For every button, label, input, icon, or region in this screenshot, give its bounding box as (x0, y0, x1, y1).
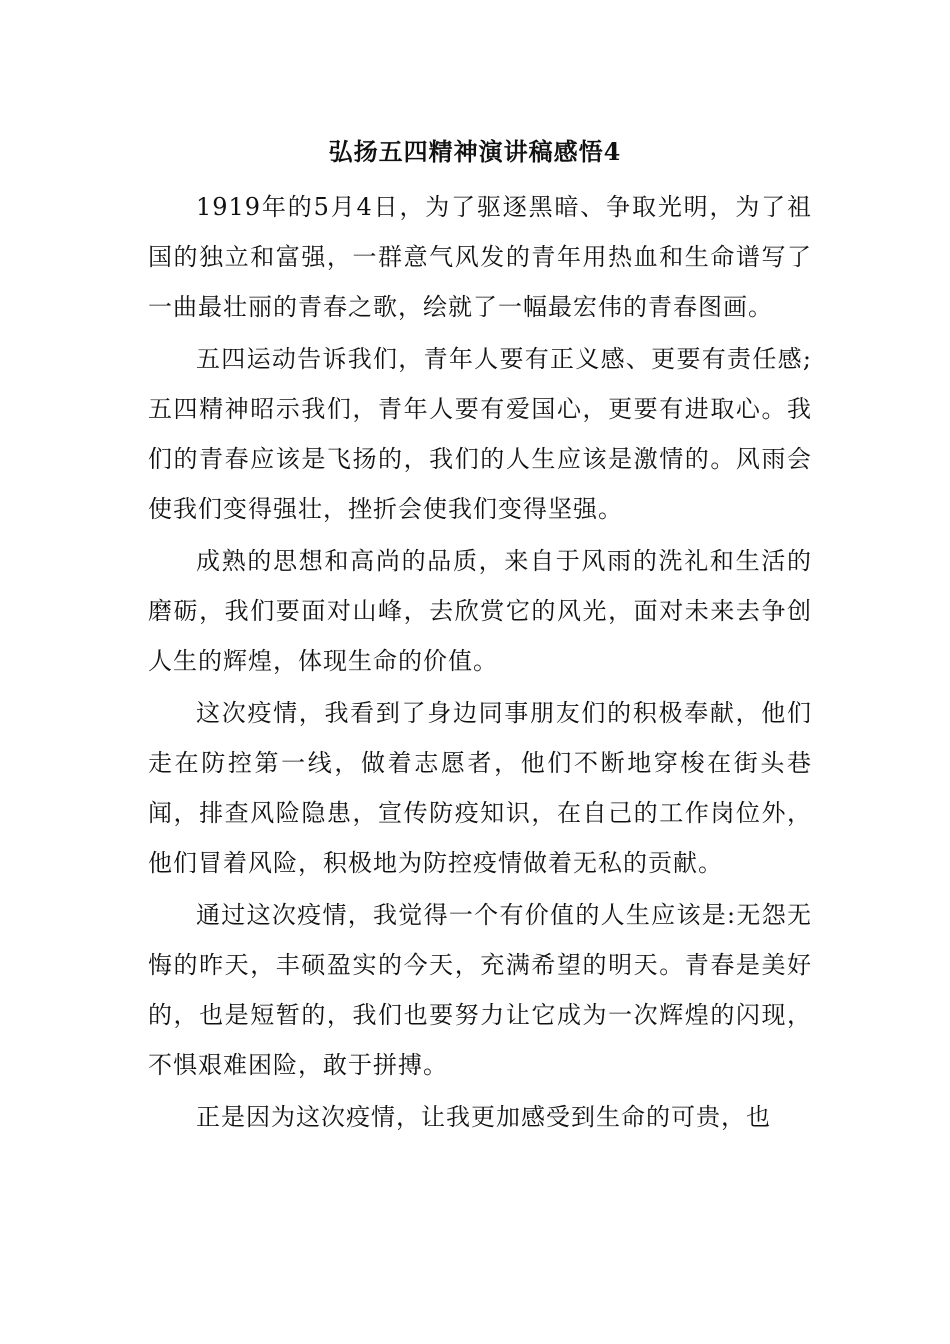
document-body (148, 182, 812, 1144)
paragraph-4: 这次疫情，我看到了身边同事朋友们的积极奉献，他们走在防控第一线，做着志愿者，他们不断地穿梭在街头巷闻，排查风险隐患，宣传防疫知识，在自己的工作岗位外，他们冒着风险，积极地为防控疫情做着无私的贡献。 (148, 699, 812, 877)
document-title: 弘扬五四精神演讲稿感悟4 (328, 137, 622, 166)
paragraph-5: 通过这次疫情，我觉得一个有价值的人生应该是:无怨无悔的昨天，丰硕盈实的今天，充满希望的明天。青春是美好的，也是短暂的，我们也要努力让它成为一次辉煌的闪现，不惧艰难困险，敢于拼搏。 (148, 901, 812, 1079)
paragraph-2: 五四运动告诉我们，青年人要有正义感、更要有责任感;五四精神昭示我们，青年人要有爱国心，更要有进取心。我们的青春应该是飞扬的，我们的人生应该是激情的。风雨会使我们变得强壮，挫折会使我们变得坚强。 (148, 345, 812, 523)
paragraph-1: 1919年的5月4日，为了驱逐黑暗、争取光明，为了祖国的独立和富强，一群意气风发的青年用热血和生命谱写了一曲最壮丽的青春之歌，绘就了一幅最宏伟的青春图画。 (148, 193, 812, 321)
paragraph-6: 正是因为这次疫情，让我更加感受到生命的可贵，也 (196, 1103, 771, 1131)
paragraph-3: 成熟的思想和高尚的品质，来自于风雨的洗礼和生活的磨砺，我们要面对山峰，去欣赏它的风光，面对未来去争创人生的辉煌，体现生命的价值。 (148, 547, 812, 675)
